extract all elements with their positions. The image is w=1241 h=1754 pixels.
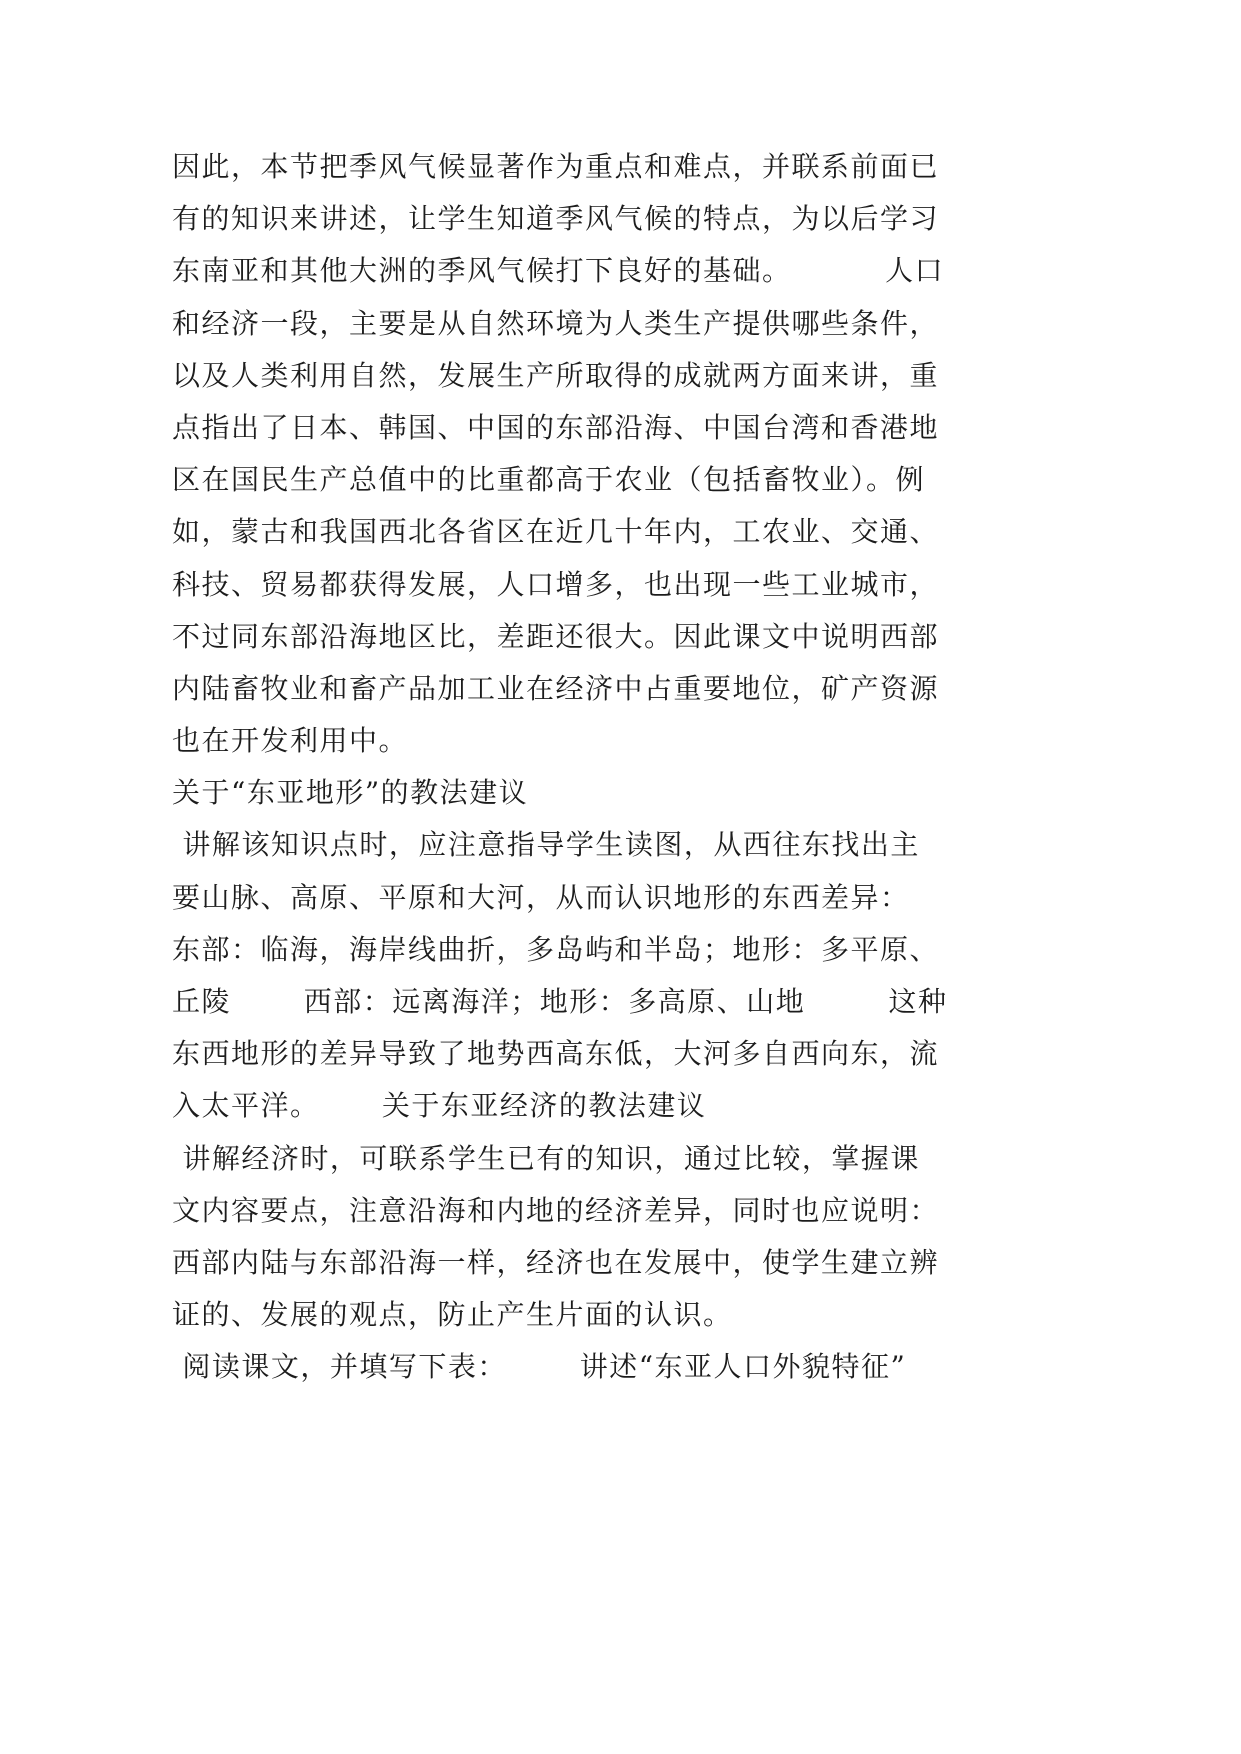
- text-body: [172, 141, 1072, 1394]
- text-line: 讲解该知识点时，应注意指导学生读图，从西往东找出主: [172, 828, 920, 862]
- text-line: 内陆畜牧业和畜产品加工业在经济中占重要地位，矿产资源: [172, 671, 940, 705]
- text-line: 文内容要点，注意沿海和内地的经济差异，同时也应说明：: [172, 1193, 940, 1227]
- text-line: 东西地形的差异导致了地势西高东低，大河多自西向东，流: [172, 1037, 940, 1071]
- text-line: 讲解经济时，可联系学生已有的知识，通过比较，掌握课: [172, 1141, 920, 1175]
- text-line: 不过同东部沿海地区比，差距还很大。因此课文中说明西部: [172, 619, 940, 653]
- text-line: 要山脉、高原、平原和大河，从而认识地形的东西差异：: [172, 880, 910, 914]
- text-line: 点指出了日本、韩国、中国的东部沿海、中国台湾和香港地: [172, 410, 940, 444]
- text-line: 和经济一段，主要是从自然环境为人类生产提供哪些条件，: [172, 306, 940, 340]
- text-line: 如，蒙古和我国西北各省区在近几十年内，工农业、交通、: [172, 515, 940, 549]
- section-heading: 关于“东亚地形”的教法建议: [172, 776, 529, 810]
- text-line: 东部：临海，海岸线曲折，多岛屿和半岛；地形：多平原、: [172, 932, 940, 966]
- text-line: 入太平洋。 关于东亚经济的教法建议: [172, 1089, 707, 1123]
- text-line: 阅读课文，并填写下表： 讲述“东亚人口外貌特征”: [172, 1350, 907, 1384]
- text-line: 因此，本节把季风气候显著作为重点和难点，并联系前面已: [172, 150, 940, 183]
- text-line: 西部内陆与东部沿海一样，经济也在发展中，使学生建立辨: [172, 1245, 940, 1279]
- text-line: 东南亚和其他大洲的季风气候打下良好的基础。 人口: [172, 254, 945, 288]
- text-line: 区在国民生产总值中的比重都高于农业（包括畜牧业）。例: [172, 463, 926, 497]
- text-line: 丘陵 西部：远离海洋；地形：多高原、山地 这种: [172, 985, 948, 1018]
- text-line: 有的知识来讲述，让学生知道季风气候的特点，为以后学习: [172, 202, 940, 236]
- text-line: 也在开发利用中。: [172, 724, 409, 758]
- text-line: 证的、发展的观点，防止产生片面的认识。: [172, 1298, 733, 1332]
- text-line: 以及人类利用自然，发展生产所取得的成就两方面来讲，重: [172, 358, 940, 392]
- text-line: 科技、贸易都获得发展，人口增多，也出现一些工业城市，: [172, 567, 940, 601]
